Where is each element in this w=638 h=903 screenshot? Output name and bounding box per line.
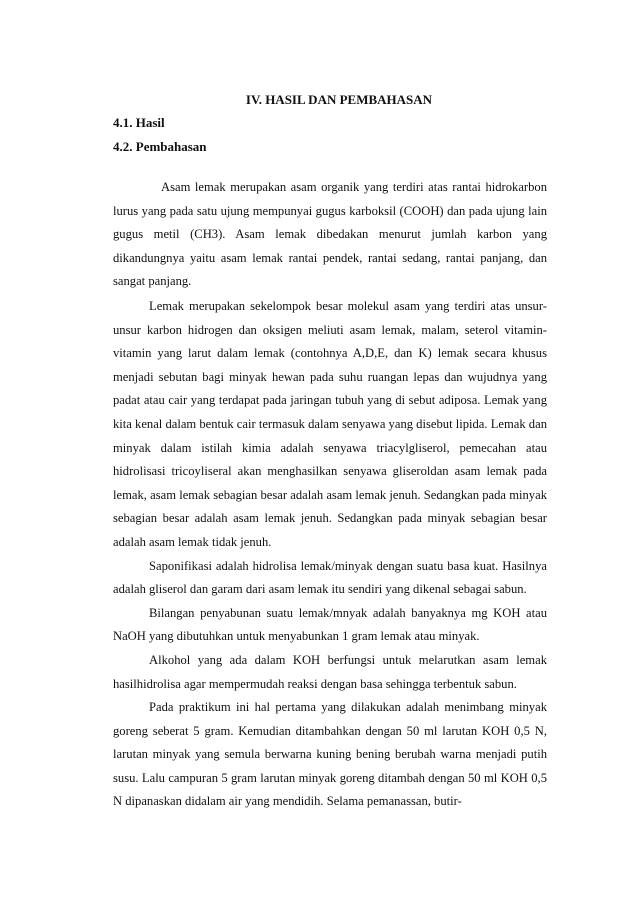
paragraph-bilangan-penyabunan: Bilangan penyabunan suatu lemak/mnyak adalah banyaknya mg KOH atau NaOH yang dibutuhkan untuk menyabunkan 1 gram lemak atau minyak. [113,605,547,644]
chapter-title: IV. HASIL DAN PEMBAHASAN [245,92,433,107]
body-block-intro [113,176,547,294]
paragraph-saponifikasi: Saponifikasi adalah hidrolisa lemak/minyak dengan suatu basa kuat. Hasilnya adalah gliserol dan garam dari asam lemak itu sendiri yang dikenal sebagai sabun. [113,558,547,597]
section-heading-hasil: 4.1. Hasil [113,115,165,130]
paragraph-alkohol: Alkohol yang ada dalam KOH berfungsi untuk melarutkan asam lemak hasilhidrolisa agar mempermudah reaksi dengan basa sehingga terbentuk sabun. [113,652,547,691]
paragraph-asam-lemak: Asam lemak merupakan asam organik yang terdiri atas rantai hidrokarbon lurus yang pada satu ujung mempunyai gugus karboksil (COOH) dan pada ujung lain gugus metil (CH3). Asam lemak dibedakan menurut jumlah karbon yang dikandungnya yaitu asam lemak rantai pendek, rantai sedang, rantai panjang, dan sangat panjang. [113,180,547,289]
body-block-main [113,295,547,814]
section-heading-pembahasan: 4.2. Pembahasan [113,139,207,154]
paragraph-lemak: Lemak merupakan sekelompok besar molekul asam yang terdiri atas unsur-unsur karbon hidrogen dan oksigen meliuti asam lemak, malam, seterol vitamin-vitamin yang larut dalam lemak (contohnya A,D,E, dan K) lemak secara khusus menjadi sebutan bagi minyak hewan pada suhu ruangan lepas dan wujudnya yang padat atau cair yang terdapat pada jaringan tubuh yang di sebut adiposa. Lemak yang kita kenal dalam bentuk cair termasuk dalam senyawa yang disebut lipida. Lemak dan minyak dalam istilah kimia adalah senyawa triacylgliserol, pemecahan atau hidrolisasi tricoyliseral akan menghasilkan senyawa gliseroldan asam lemak pada lemak, asam lemak sebagian besar adalah asam lemak jenuh. Sedangkan pada minyak sebagian besar adalah asam lemak jenuh. Sedangkan pada minyak sebagian besar adalah asam lemak tidak jenuh. [113,299,547,549]
paragraph-praktikum: Pada praktikum ini hal pertama yang dilakukan adalah menimbang minyak goreng seberat 5 gram. Kemudian ditambahkan dengan 50 ml larutan KOH 0,5 N, larutan minyak yang semula berwarna kuning bening berubah warna menjadi putih susu. Lalu campuran 5 gram larutan minyak goreng ditambah dengan 50 ml KOH 0,5 N dipanaskan didalam air yang mendidih. Selama pemanassan, butir- [113,700,547,809]
